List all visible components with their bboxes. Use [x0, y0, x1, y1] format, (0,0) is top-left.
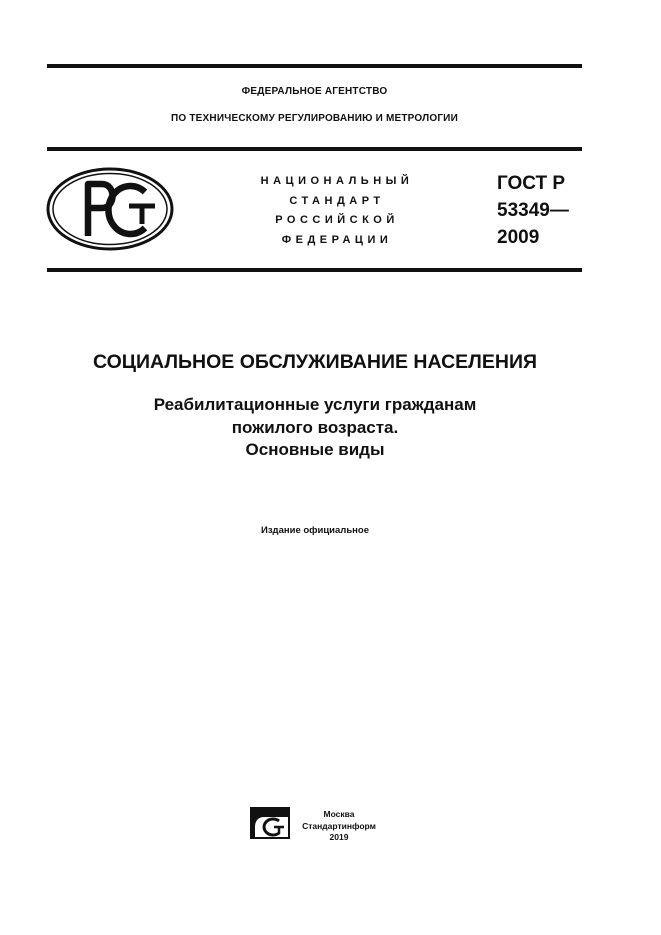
- document-title: СОЦИАЛЬНОЕ ОБСЛУЖИВАНИЕ НАСЕЛЕНИЯ: [93, 351, 537, 373]
- designation-line3: 2009: [497, 227, 540, 248]
- standartinform-logo-icon: [250, 807, 290, 839]
- agency-name-line1: ФЕДЕРАЛЬНОЕ АГЕНТСТВО: [241, 86, 388, 97]
- designation-line1: ГОСТ Р: [497, 173, 566, 194]
- block-divider: [47, 268, 582, 272]
- agency-name-line2: ПО ТЕХНИЧЕСКОМУ РЕГУЛИРОВАНИЮ И МЕТРОЛОГИИ: [171, 113, 458, 124]
- edition-note: Издание официальное: [261, 525, 369, 536]
- header-divider: [47, 147, 582, 151]
- top-divider: [47, 64, 582, 68]
- national-standard-line3: РОССИЙСКОЙ: [275, 214, 399, 226]
- subtitle-line3: Основные виды: [245, 440, 385, 459]
- national-standard-line1: НАЦИОНАЛЬНЫЙ: [260, 175, 414, 187]
- national-standard-line2: СТАНДАРТ: [289, 194, 385, 207]
- subtitle-line1: Реабилитационные услуги гражданам: [153, 395, 477, 414]
- subtitle-line2: пожилого возраста.: [231, 417, 399, 437]
- publisher-imprint: [294, 809, 384, 844]
- national-standard-label: [222, 172, 452, 250]
- publisher-name: Стандартинформ: [302, 820, 376, 831]
- publication-year: 2019: [329, 832, 349, 842]
- designation-line2: 53349—: [497, 200, 569, 221]
- publisher-city: Москва: [323, 809, 355, 819]
- document-subtitle: [60, 394, 570, 462]
- gost-r-certification-mark-icon: [45, 166, 175, 252]
- standard-designation: [497, 170, 569, 251]
- national-standard-line4: ФЕДЕРАЦИИ: [281, 233, 393, 246]
